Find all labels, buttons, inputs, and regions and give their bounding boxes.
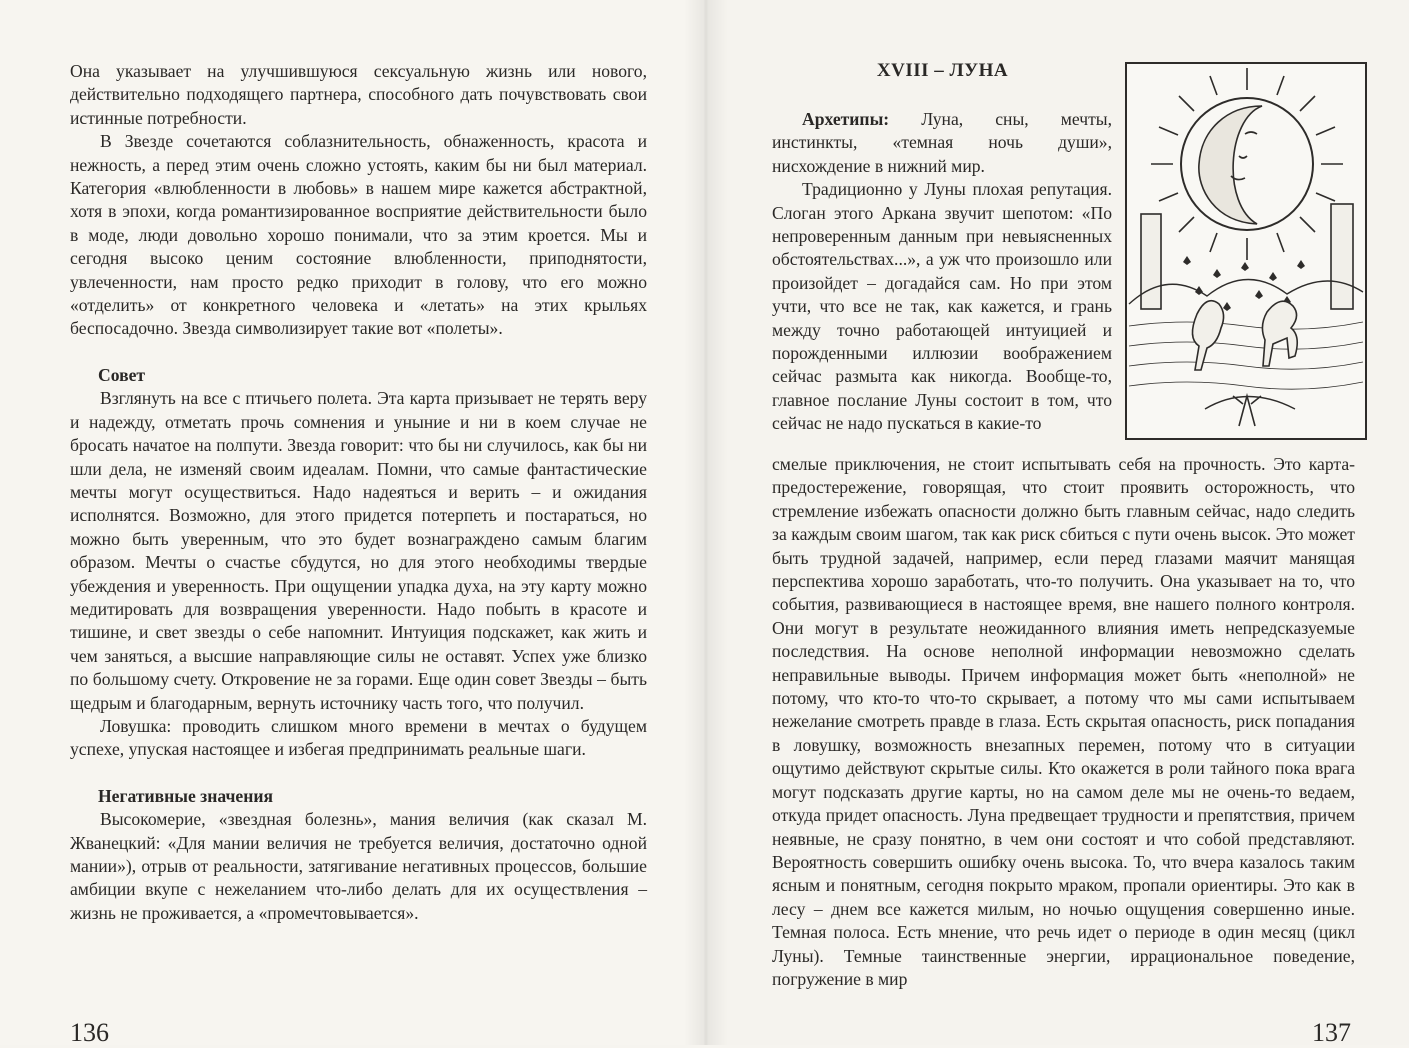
moon-body-bottom: смелые приключения, не стоит испытывать себя на прочность. Это карта-предостережение, говорящая, что стоит проявить осторожность, что стремление избежать опасности должно быть главным сейчас, надо следить за каждым своим шагом, так как риск сбиться с пути очень высок. Это может быть трудной задачей, например, если перед глазами маячит манящая перспектива хорошо заработать, что-то получить. Она указывает на то, что события, развивающиеся в настоящее время, вне нашего полного контроля. Они могут в результате неожиданного влияния иметь непредсказуемые последствия. На основе неполной информации невозможно сделать неправильные выводы. Причем информация может быть «неполной» не потому, что кто-то что-то скрывает, а потому что мы сами испытываем нежелание смотреть правде в глаза. Есть скрытая опасность, риск попадания в ловушку, возможность внезапных перемен, потому что в ситуации ощутимо действуют скрытые силы. Кто окажется в роли тайного пока врага могут подсказать другие карты, но на самом деле мы не очень-то ведаем, откуда придет опасность. Луна предвещает трудности и препятствия, причем неявные, не сразу понятно, в чем они состоят и что собой представляют. Вероятность совершить ошибку очень высока. То, что вчера казалось таким ясным и понятным, сегодня покрыто мраком, пропали ориентиры. Это как в лесу – днем все кажется милым, но ночью ощущения совершенно иные. Темная полоса. Есть мнение, что речь идет о периоде в один месяц (цикл Луны). Темные таинственные энергии, иррациональное поведение, погружение в мир: [772, 454, 1355, 989]
left-tower-icon: [1141, 214, 1161, 309]
moon-tarot-card-illustration: [1125, 62, 1367, 440]
advice-paragraph-1: Взглянуть на все с птичьего полета. Эта карта призывает не терять веру и надежду, отметать прочь сомнения и уныние и ни в коем случае не бросать начатое на полпути. Звезда говорит: что бы ни случилось, как бы ни шли дела, не изменяй своим идеалам. Помни, что самые фантастические мечты могут осуществиться. Надо надеяться и верить – и ожидания исполнятся. Возможно, для этого придется потерпеть и постараться, но можно быть уверенным, что это будет вознаграждено самым благим образом. Мечты о счастье сбудутся, но для этого необходимы твердые убеждения и уверенность. При ощущении упадка духа, на эту карту можно медитировать для возвращения уверенности. Надо побыть в красоте и тишине, и свет звезды о себе напомнит. Интуиция подскажет, как жить и чем заняться, а высшие направляющие силы не оставят. Успех уже близко по большому счету. Откровение не за горами. Еще один совет Звезды – быть щедрым и благодарным, вернуть источнику часть того, что получил.: [70, 388, 647, 713]
page-number-left: 136: [70, 1018, 109, 1047]
page-number-right: 137: [1312, 1018, 1351, 1047]
right-tower-icon: [1331, 204, 1353, 309]
moon-card-icon: [1127, 64, 1365, 438]
negative-meanings-heading: Негативные значения: [98, 785, 274, 806]
negative-paragraph-1: Высокомерие, «звездная болезнь», мания величия (как сказал М. Жванецкий: «Для мании величия не требуется величия, достаточно одной мании»), отрыв от реальности, затягивание негативных процессов, большие амбиции вкупе с нежеланием что-либо делать для их осуществления – жизнь не проживается, а «промечтовывается».: [70, 809, 647, 923]
crayfish-icon: [1233, 396, 1261, 426]
archetypes-paragraph: [772, 108, 1112, 178]
intro-paragraph-1: Она указывает на улучшившуюся сексуальную жизнь или нового, действительно подходящего партнера, способного дать почувствовать свои истинные потребности.: [70, 61, 647, 128]
right-page: [704, 0, 1409, 1045]
ground-texture-icon: [1129, 322, 1363, 389]
dog-icon: [1192, 301, 1223, 370]
crescent-moon-icon: [1199, 106, 1262, 224]
left-page: [0, 0, 704, 1045]
wolf-icon: [1262, 301, 1297, 366]
advice-paragraph-2: Ловушка: проводить слишком много времени в мечтах о будущем успехе, упуская настоящее и избегая предпринимать реальные шаги.: [70, 715, 647, 760]
book-gutter-shadow: [684, 0, 728, 1045]
archetypes-label: Архетипы:: [802, 109, 890, 129]
chapter-title: XVIII – ЛУНА: [876, 60, 1009, 81]
hills-icon: [1129, 279, 1363, 304]
right-page-text-bottom: [772, 453, 1355, 991]
intro-paragraph-2: В Звезде сочетаются соблазнительность, обнаженность, красота и нежность, а перед этим очень сложно устоять, каким бы ни был материал. Категория «влюбленности в любовь» в нашем мире кажется абстрактной, хотя в эпохи, когда романтизированное восприятие действительности было в моде, люди довольно хорошо понимали, что за этим кроется. Мы и сегодня высоко ценим состояние влюбленности, приподнятости, увлеченности, нам просто редко приходит в голову, что его можно «отделить» от конкретного человека и «летать» на этих крыльях беспосадочно. Звезда символизирует такие вот «полеты».: [70, 131, 647, 339]
sun-rays-icon: [1151, 68, 1343, 260]
archetypes-text: Луна, сны, мечты, инстинкты, «темная ночь души», нисхождение в нижний мир.: [772, 109, 1112, 176]
advice-heading: Совет: [98, 364, 146, 385]
left-page-text: [70, 60, 647, 925]
moon-body-top: Традиционно у Луны плохая репутация. Слоган этого Аркана звучит шепотом: «По непроверенным данным при невыясненных обстоятельствах...», а уж что произошло или произойдет – догадайся сам. Но при этом учти, что все не так, как кажется, и грань между точно работающей интуицией и порожденными иллюзии воображением сейчас размыта как никогда. Вообще-то, главное послание Луны состоит в том, что сейчас не надо пускаться в какие-то: [772, 179, 1112, 434]
right-page-text-top: [772, 108, 1112, 436]
